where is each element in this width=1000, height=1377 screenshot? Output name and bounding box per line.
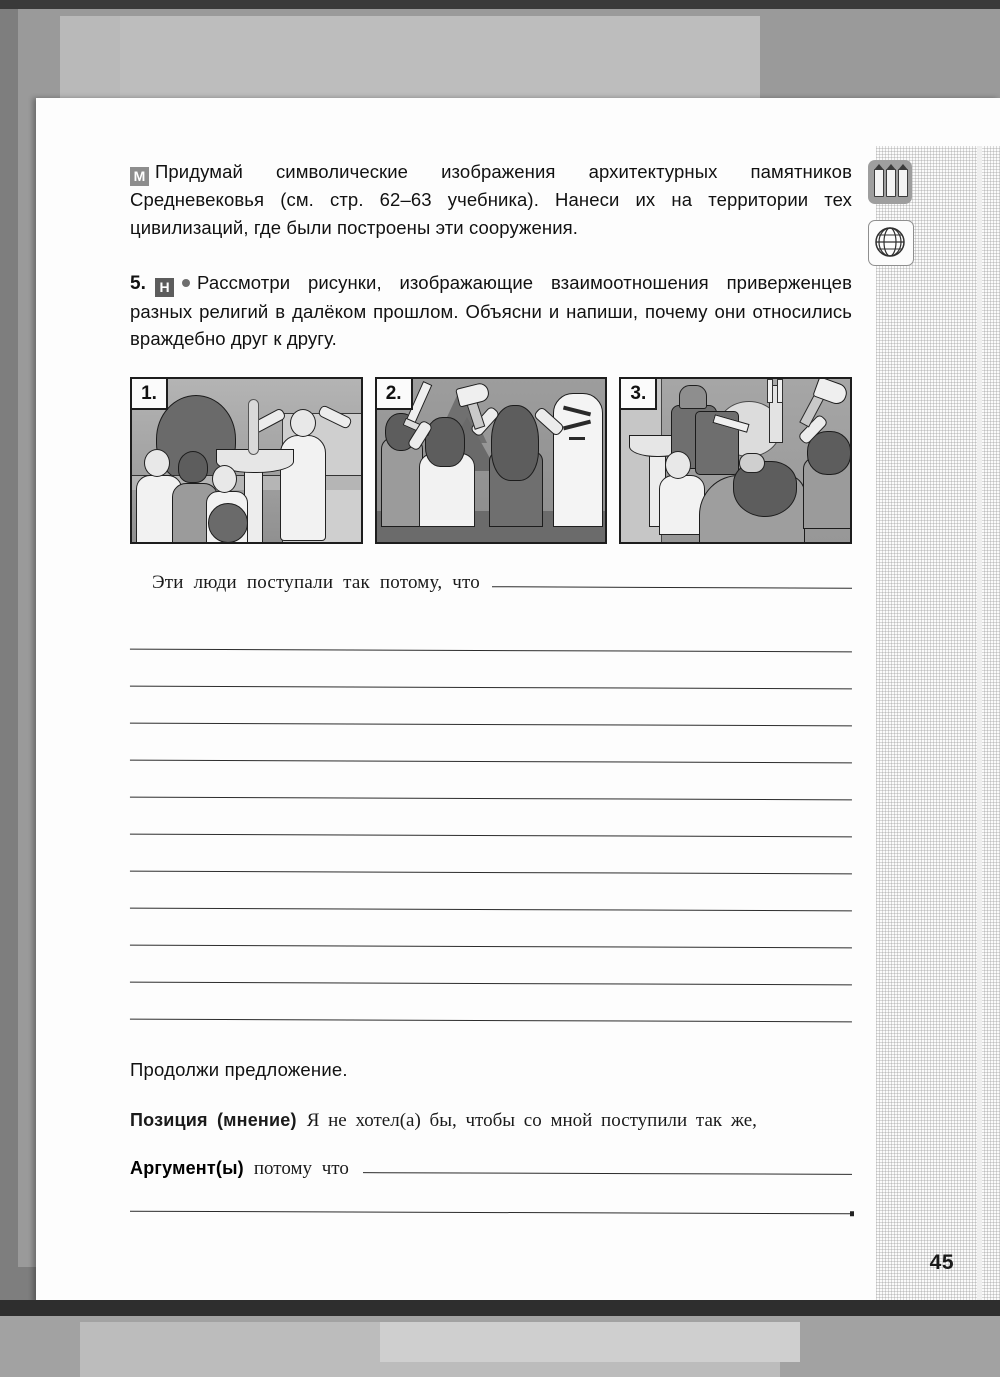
task-m-marker: М <box>130 167 149 186</box>
answer-prompt-row <box>130 572 852 594</box>
position-text: Я не хотел(а) бы, чтобы со мной поступили так же, <box>306 1109 757 1131</box>
task-5-number: 5. <box>130 273 147 294</box>
closing-section <box>130 1059 852 1213</box>
task-5-text: Рассмотри рисунки, изображающие взаимоотношения приверженцев разных религий в далёком прошлом. Объясни и напиши, почему они относились враждебно друг к другу. <box>130 272 852 349</box>
illustration-panel <box>375 377 608 544</box>
right-margin-texture <box>876 98 1000 1303</box>
argument-write-line[interactable] <box>363 1172 852 1175</box>
write-line[interactable] <box>130 871 852 911</box>
scanner-bottom-backdrop-3 <box>380 1322 800 1362</box>
write-line[interactable] <box>130 649 852 689</box>
write-line[interactable] <box>130 982 852 1022</box>
panel-number: 2. <box>377 379 413 410</box>
bullet-dot-icon <box>182 279 190 287</box>
write-line[interactable] <box>130 834 852 874</box>
write-line[interactable] <box>130 686 852 726</box>
task-5-paragraph <box>130 269 852 353</box>
pencils-icon <box>868 160 912 204</box>
argument-row <box>130 1158 852 1180</box>
answer-prompt-text: Эти люди поступали так потому, что <box>152 571 480 593</box>
write-line[interactable] <box>130 945 852 985</box>
illustration-panel <box>619 377 852 544</box>
argument-write-line[interactable] <box>130 1210 852 1214</box>
position-label: Позиция (мнение) <box>130 1109 297 1130</box>
argument-text: потому что <box>253 1157 349 1179</box>
write-line[interactable] <box>130 908 852 948</box>
illustration-panel-strip <box>130 377 852 544</box>
task-m-text: Придумай символические изображения архитектурных памятников Средневековья (см. стр. 62–63 учебника). Нанеси их на территории тех цивилизаций, где были построены эти сооружения. <box>130 161 852 238</box>
globe-icon <box>868 220 914 266</box>
workbook-page <box>36 98 1000 1303</box>
write-line[interactable] <box>130 797 852 837</box>
write-line[interactable] <box>130 723 852 763</box>
scanner-lid-edge <box>0 0 1000 9</box>
illustration-panel <box>130 377 363 544</box>
panel-number: 1. <box>132 379 168 410</box>
write-line[interactable] <box>130 760 852 800</box>
task-5-marker: Н <box>155 278 174 297</box>
task-m-paragraph <box>130 158 852 241</box>
write-line[interactable] <box>130 612 852 652</box>
right-margin-top-fade <box>876 98 1000 146</box>
position-row <box>130 1105 852 1136</box>
page-number: 45 <box>929 1251 954 1274</box>
continue-sentence-instruction: Продолжи предложение. <box>130 1058 348 1080</box>
answer-write-lines[interactable] <box>130 614 852 1021</box>
period-mark <box>850 1211 854 1216</box>
answer-write-line[interactable] <box>492 586 852 589</box>
panel-number: 3. <box>621 379 657 410</box>
argument-label: Аргумент(ы) <box>130 1157 244 1178</box>
page-bottom-shadow <box>0 1300 1000 1316</box>
page-content <box>130 158 852 1213</box>
